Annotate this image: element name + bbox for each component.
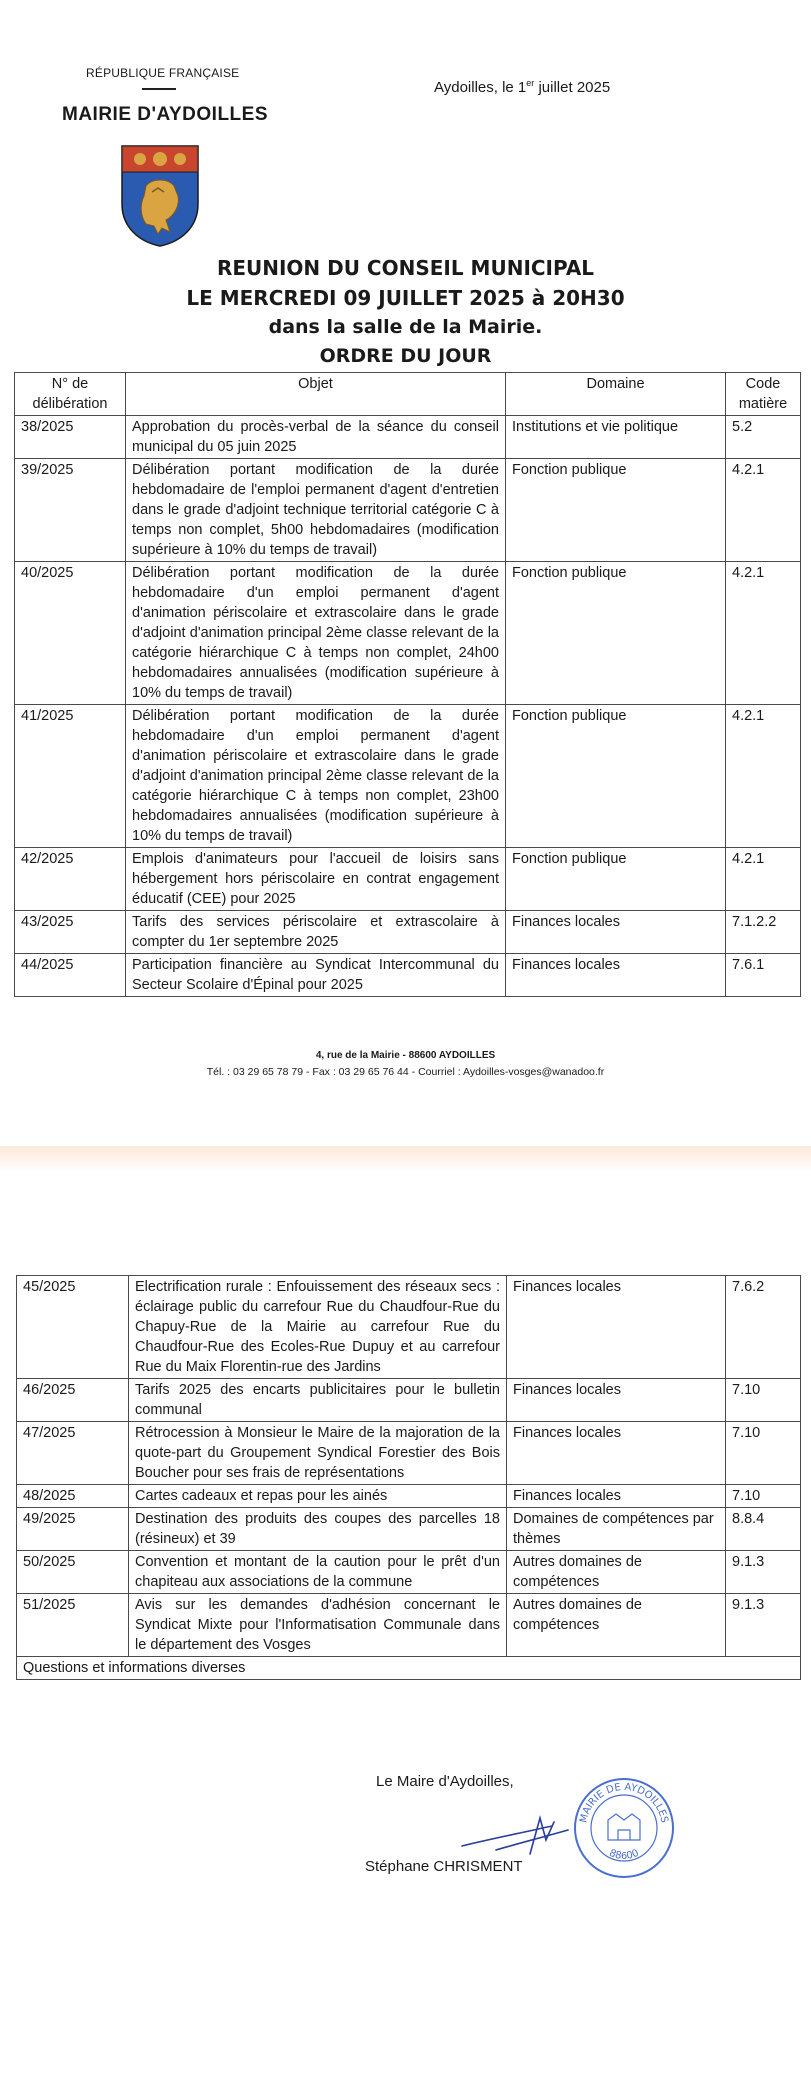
table-row	[17, 1276, 801, 1379]
row-domaine: Domaines de compétences par thèmes	[507, 1508, 726, 1551]
row-objet: Délibération portant modification de la durée hebdomadaire d'un emploi permanent d'agent d'animation périscolaire et extrascolaire dans le grade d'adjoint d'animation principal 2ème classe relevant de la catégorie hiérarchique C à temps non complet, 24h00 hebdomadaires annualisées (modification supérieure à 10% du temps de travail)	[126, 562, 506, 705]
row-code: 9.1.3	[726, 1551, 801, 1594]
date-line	[434, 78, 610, 96]
row-num: 49/2025	[17, 1508, 129, 1551]
row-num: 43/2025	[15, 911, 126, 954]
table-row	[15, 416, 801, 459]
row-objet: Tarifs des services périscolaire et extrascolaire à compter du 1er septembre 2025	[126, 911, 506, 954]
row-objet: Délibération portant modification de la durée hebdomadaire de l'emploi permanent d'agent d'entretien dans le grade d'adjoint technique territorial catégorie C à temps non complet, 5h00 hebdomadaires (modification supérieure à 10% du temps de travail)	[126, 459, 506, 562]
table-row-questions	[17, 1657, 801, 1680]
row-domaine: Finances locales	[507, 1422, 726, 1485]
row-domaine: Fonction publique	[506, 705, 726, 848]
row-domaine: Finances locales	[506, 911, 726, 954]
table-row	[17, 1379, 801, 1422]
republique-francaise: RÉPUBLIQUE FRANÇAISE	[86, 66, 240, 80]
row-num: 48/2025	[17, 1485, 129, 1508]
row-objet: Tarifs 2025 des encarts publicitaires pour le bulletin communal	[129, 1379, 507, 1422]
row-num: 42/2025	[15, 848, 126, 911]
row-num: 40/2025	[15, 562, 126, 705]
stamp-top-text: MAIRIE DE AYDOILLES	[578, 1781, 670, 1824]
row-objet: Convention et montant de la caution pour le prêt d'un chapiteau aux associations de la commune	[129, 1551, 507, 1594]
coat-of-arms-icon	[118, 142, 202, 248]
header-rule	[142, 88, 176, 90]
handwritten-signature	[456, 1800, 576, 1860]
row-num: 45/2025	[17, 1276, 129, 1379]
row-num: 50/2025	[17, 1551, 129, 1594]
row-domaine: Finances locales	[507, 1276, 726, 1379]
title-line-1: REUNION DU CONSEIL MUNICIPAL	[216, 256, 595, 280]
table-row	[15, 911, 801, 954]
questions-diverses: Questions et informations diverses	[17, 1657, 801, 1680]
table-row	[15, 562, 801, 705]
row-code: 8.8.4	[726, 1508, 801, 1551]
row-code: 7.10	[726, 1422, 801, 1485]
header-code: Code matière	[726, 373, 801, 416]
row-code: 7.10	[726, 1485, 801, 1508]
row-num: 38/2025	[15, 416, 126, 459]
row-objet: Délibération portant modification de la durée hebdomadaire d'un emploi permanent d'agent d'animation périscolaire et extrascolaire dans le grade d'adjoint d'animation principal 2ème classe relevant de la catégorie hiérarchique C à temps non complet, 23h00 hebdomadaires annualisées (modification supérieure à 10% du temps de travail)	[126, 705, 506, 848]
table-row	[15, 848, 801, 911]
row-domaine: Institutions et vie politique	[506, 416, 726, 459]
stamp-bottom-text: 88600	[607, 1847, 641, 1862]
mairie-name: MAIRIE D'AYDOILLES	[62, 104, 269, 125]
row-num: 47/2025	[17, 1422, 129, 1485]
date-suffix: juillet 2025	[534, 79, 611, 96]
row-code: 7.1.2.2	[726, 911, 801, 954]
row-objet: Rétrocession à Monsieur le Maire de la majoration de la quote-part du Groupement Syndical Forestier des Bois Boucher pour ses frais de représentations	[129, 1422, 507, 1485]
row-domaine: Fonction publique	[506, 459, 726, 562]
mairie-stamp	[572, 1776, 676, 1880]
signature-title: Le Maire d'Aydoilles,	[376, 1773, 514, 1790]
table-row	[15, 954, 801, 997]
row-domaine: Autres domaines de compétences	[507, 1551, 726, 1594]
table-row	[17, 1551, 801, 1594]
row-objet: Cartes cadeaux et repas pour les ainés	[129, 1485, 507, 1508]
row-domaine: Autres domaines de compétences	[507, 1594, 726, 1657]
row-objet: Emplois d'animateurs pour l'accueil de loisirs sans hébergement hors périscolaire en contrat engagement éducatif (CEE) pour 2025	[126, 848, 506, 911]
agenda-table-page-2	[16, 1275, 801, 1680]
row-code: 7.6.1	[726, 954, 801, 997]
title-line-3: dans la salle de la Mairie.	[268, 316, 543, 338]
row-code: 4.2.1	[726, 705, 801, 848]
row-code: 4.2.1	[726, 848, 801, 911]
signature-name: Stéphane CHRISMENT	[365, 1858, 523, 1875]
row-objet: Destination des produits des coupes des parcelles 18 (résineux) et 39	[129, 1508, 507, 1551]
row-domaine: Fonction publique	[506, 562, 726, 705]
table-row	[15, 459, 801, 562]
title-line-2: LE MERCREDI 09 JUILLET 2025 à 20H30	[186, 286, 625, 310]
row-num: 46/2025	[17, 1379, 129, 1422]
row-num: 39/2025	[15, 459, 126, 562]
row-objet: Participation financière au Syndicat Intercommunal du Secteur Scolaire d'Épinal pour 2025	[126, 954, 506, 997]
row-objet: Avis sur les demandes d'adhésion concernant le Syndicat Mixte pour l'Informatisation Communale dans le département des Vosges	[129, 1594, 507, 1657]
row-num: 51/2025	[17, 1594, 129, 1657]
footer-contact: Tél. : 03 29 65 78 79 - Fax : 03 29 65 76 44 - Courriel : Aydoilles-vosges@wanadoo.fr	[206, 1066, 605, 1078]
header-num: N° de délibération	[15, 373, 126, 416]
row-domaine: Fonction publique	[506, 848, 726, 911]
row-num: 44/2025	[15, 954, 126, 997]
header-objet: Objet	[126, 373, 506, 416]
agenda-table-page-1	[14, 372, 801, 997]
row-domaine: Finances locales	[506, 954, 726, 997]
row-num: 41/2025	[15, 705, 126, 848]
footer-address: 4, rue de la Mairie - 88600 AYDOILLES	[315, 1050, 496, 1061]
row-code: 9.1.3	[726, 1594, 801, 1657]
table-header-row	[15, 373, 801, 416]
row-code: 4.2.1	[726, 459, 801, 562]
row-code: 4.2.1	[726, 562, 801, 705]
header-domaine: Domaine	[506, 373, 726, 416]
row-objet: Approbation du procès-verbal de la séance du conseil municipal du 05 juin 2025	[126, 416, 506, 459]
row-domaine: Finances locales	[507, 1379, 726, 1422]
table-row	[17, 1508, 801, 1551]
title-ordre-du-jour: ORDRE DU JOUR	[319, 345, 492, 367]
date-sup: er	[526, 78, 535, 88]
row-objet: Electrification rurale : Enfouissement des réseaux secs : éclairage public du carrefour Rue du Chaudfour-Rue du Chapuy-Rue de la Mairie au carrefour Rue du Chaudfour-Rue des Ecoles-Rue Dupuy et au carrefour Rue du Maix Florentin-rue des Jardins	[129, 1276, 507, 1379]
row-domaine: Finances locales	[507, 1485, 726, 1508]
date-prefix: Aydoilles, le 1	[434, 79, 527, 96]
row-code: 7.10	[726, 1379, 801, 1422]
row-code: 7.6.2	[726, 1276, 801, 1379]
table-row	[17, 1594, 801, 1657]
table-row	[17, 1485, 801, 1508]
table-row	[15, 705, 801, 848]
page-separator	[0, 1146, 811, 1172]
row-code: 5.2	[726, 416, 801, 459]
table-row	[17, 1422, 801, 1485]
